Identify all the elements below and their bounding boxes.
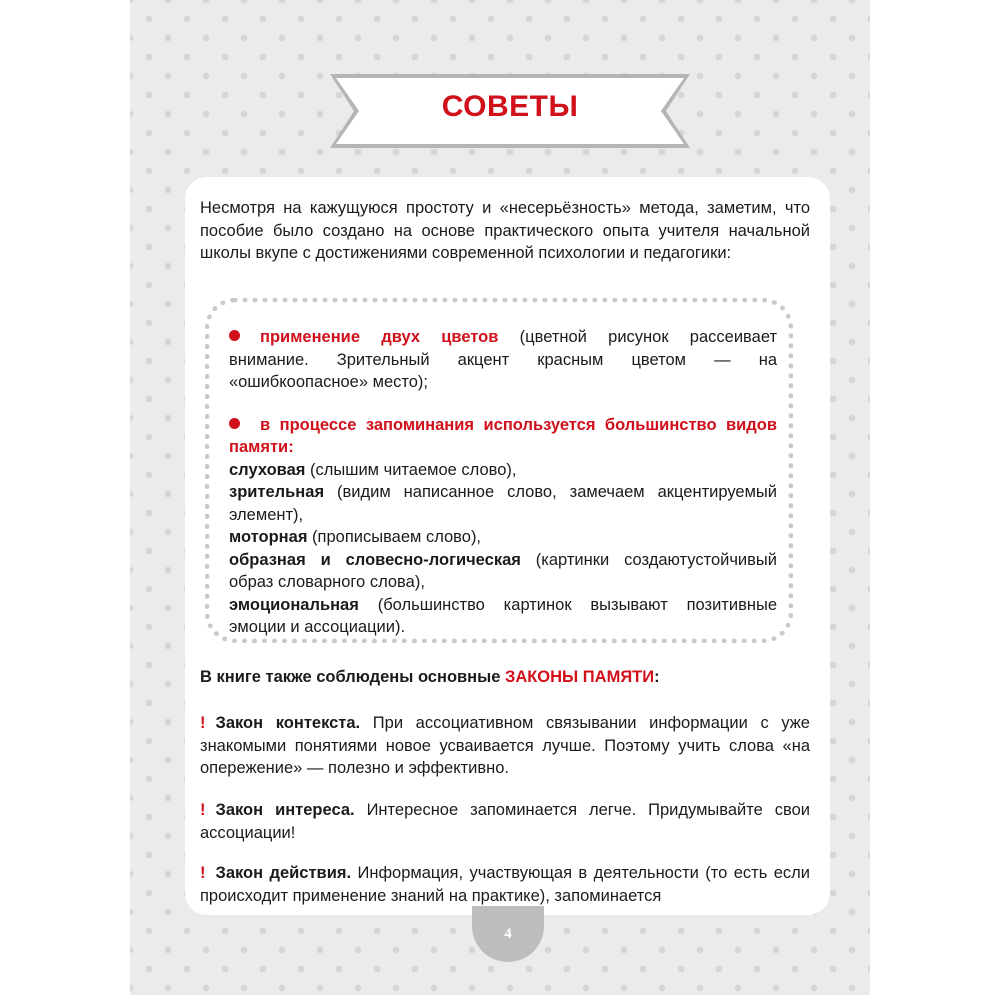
- intro-paragraph: Несмотря на кажущуюся простоту и «несерьёзность» метода, заметим, что пособие было создано на основе практического опыта учителя начальной школы вкупе с достижениями современной психологии и педагогики:: [200, 199, 810, 262]
- law-text: Информация, участвующая в деятельности (то есть если происходит применение знаний на практике), запоминается: [200, 864, 810, 905]
- memory-type: [229, 594, 777, 639]
- memory-type: [229, 459, 777, 482]
- law-interest: [200, 799, 810, 844]
- memory-type: [229, 549, 777, 594]
- memory-type-text: (прописываем слово),: [307, 528, 482, 546]
- title-banner: [330, 72, 690, 150]
- red-bullet-icon: [229, 418, 240, 429]
- red-bullet-icon: [229, 330, 240, 341]
- memory-type: [229, 481, 777, 526]
- tips-block: [229, 326, 777, 639]
- law-title: Закон действия.: [215, 864, 352, 882]
- exclamation-icon: !: [200, 864, 206, 882]
- page-number: 4: [472, 906, 544, 962]
- tip-colors: [229, 326, 777, 394]
- memory-type-name: образная и словесно-логическая: [229, 550, 521, 569]
- memory-type: [229, 526, 777, 549]
- exclamation-icon: !: [200, 801, 206, 819]
- law-title: Закон интереса.: [215, 801, 355, 819]
- memory-type-name: моторная: [229, 528, 308, 546]
- tip-memory: [229, 414, 777, 459]
- laws-heading-prefix: В книге также соблюдены основные: [200, 668, 505, 686]
- law-title: Закон контекста.: [215, 714, 361, 732]
- page-title: СОВЕТЫ: [441, 90, 579, 123]
- memory-type-name: слуховая: [229, 460, 306, 479]
- laws-heading: [200, 666, 810, 689]
- exclamation-icon: !: [200, 714, 206, 732]
- memory-type-text: (большинство картинок вызывают позитивные эмоции и ассоциации).: [229, 595, 777, 636]
- law-text: Интересное запоминается легче. Придумывайте свои ассоциации!: [200, 801, 810, 842]
- tip-memory-lead: в процессе запоминания используется большинство видов памяти:: [229, 415, 777, 456]
- memory-type-name: зрительная: [229, 483, 325, 501]
- memory-type-text: (слышим читаемое слово),: [305, 460, 517, 479]
- laws-heading-accent: ЗАКОНЫ ПАМЯТИ: [504, 668, 655, 686]
- memory-type-text: (картинки создаютустойчивый образ словарного слова),: [229, 550, 777, 591]
- law-text: При ассоциативном связывании информации с уже знакомыми понятиями новое усваивается лучше. Поэтому учить слова «на опережение» — полезно и эффективно.: [200, 714, 810, 777]
- laws-heading-suffix: :: [654, 668, 660, 686]
- memory-type-text: (видим написанное слово, замечаем акцентируемый элемент),: [229, 483, 777, 524]
- law-action: [200, 862, 810, 907]
- law-context: [200, 712, 810, 780]
- tip-colors-lead: применение двух цветов: [260, 328, 499, 346]
- tip-colors-text: (цветной рисунок рассеивает внимание. Зрительный акцент красным цветом — на «ошибкоопасное» место);: [229, 328, 777, 391]
- memory-type-name: эмоциональная: [229, 595, 359, 614]
